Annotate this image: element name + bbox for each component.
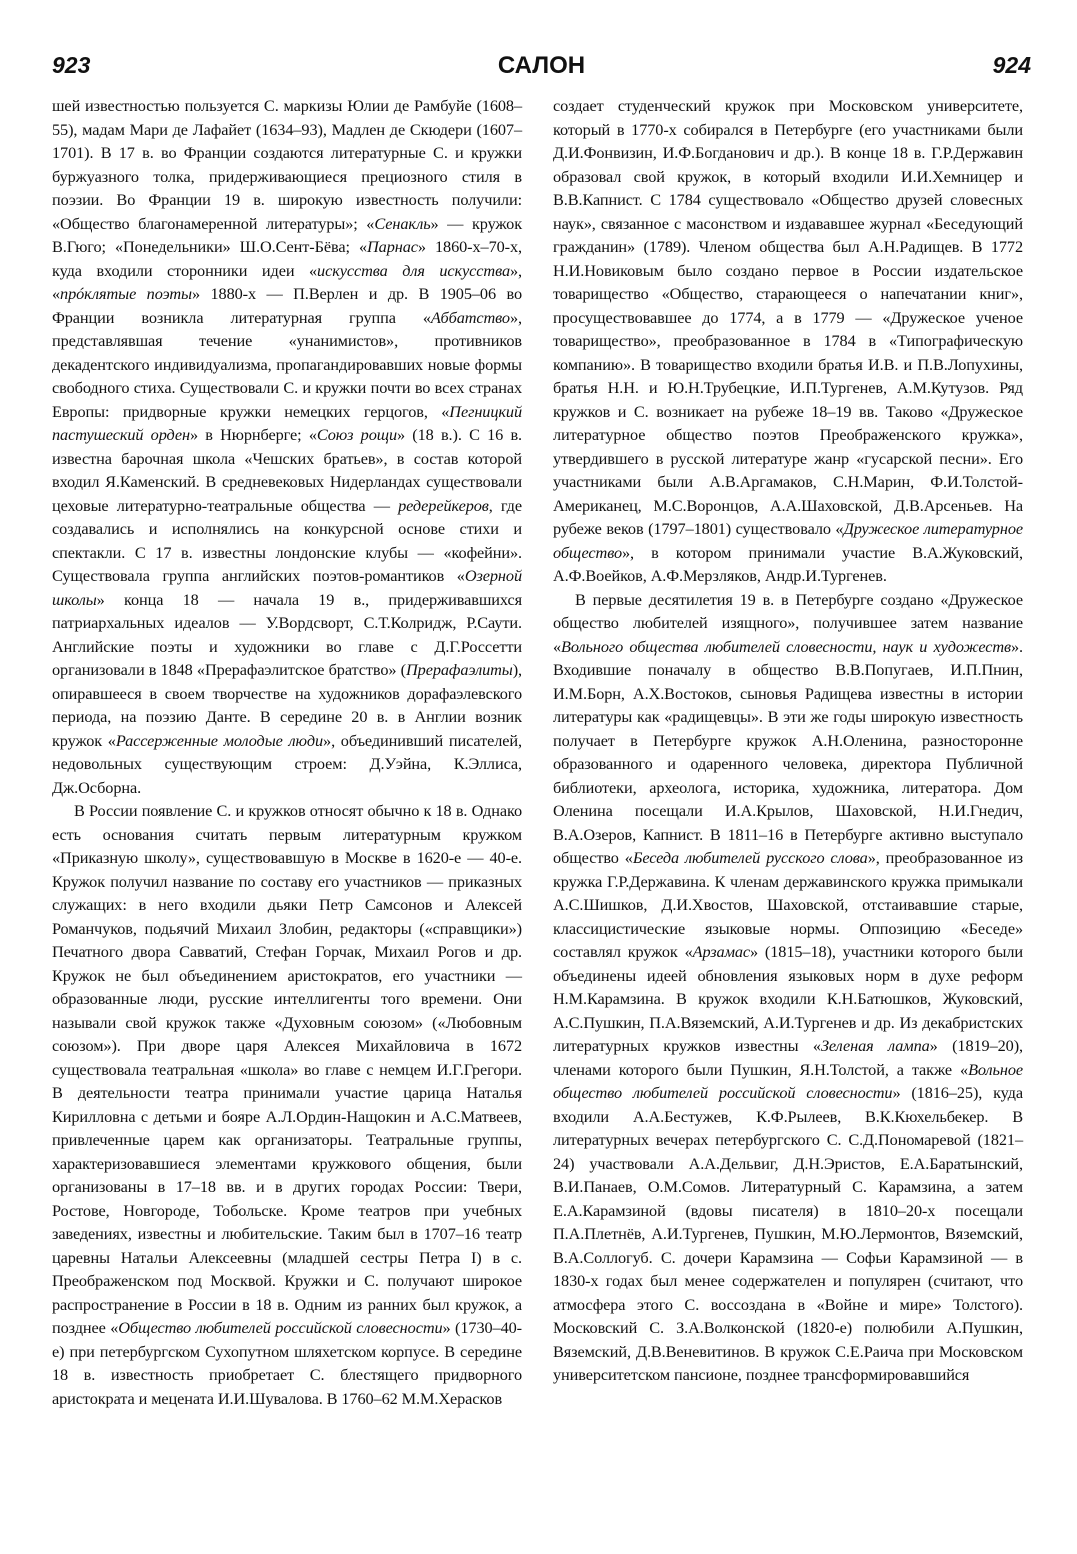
text-column-left: [52, 94, 522, 1410]
paragraph: В первые десятилетия 19 в. в Петербурге создано «Дружеское общество любителей изящного», получившее затем название «Вольного общества любителей словесности, наук и художеств». Входившие поначалу в общество В.В.Попугаев, И.П.Пнин, И.М.Борн, А.Х.Востоков, сыновья Радищева известны в истории литературы как «радищевцы». В эти же годы широкую известность получает в Петербурге кружок А.Н.Оленина, разносторонне образованного и одаренного человека, директора Публичной библиотеки, археолога, историка, художника, литератора. Дом Оленина посещали И.А.Крылов, Шаховской, Н.И.Гнедич, В.А.Озеров, Капнист. В 1811–16 в Петербурге активно выступало общество «Беседа любителей русского слова», преобразованное из кружка Г.Р.Державина. К членам державинского кружка примыкали А.С.Шишков, Д.И.Хвостов, Шаховской, отстаивавшие старые, классицистические языковые нормы. Оппозицию «Беседе» составлял кружок «Арзамас» (1815–18), участники которого были объединены идеей обновления языковых норм в духе реформ Н.М.Карамзина. В кружок входили К.Н.Батюшков, Жуковский, А.С.Пушкин, П.А.Вяземский, А.И.Тургенев и др. Из декабристских литературных кружков известны «Зеленая лампа» (1819–20), членами которого были Пушкин, Я.Н.Толстой, а также «Вольное общество любителей российской словесности» (1816–25), куда входили А.А.Бестужев, К.Ф.Рылеев, В.К.Кюхельбекер. В литературных вечерах петербургского С. С.Д.Пономаревой (1821–24) участвовали А.А.Дельвиг, Д.Н.Эристов, Е.А.Баратынский, В.И.Панаев, О.М.Сомов. Литературный С. Карамзина, а затем Е.А.Карамзиной (вдовы писателя) в 1810–20-х посещали П.А.Плетнёв, А.И.Тургенев, Пушкин, М.Ю.Лермонтов, Вяземский, В.А.Соллогуб. С. дочери Карамзина — Софьи Карамзиной — в 1830-х годах был менее содержателен и популярен (считают, что атмосфера этого С. воссоздана в «Войне и мире» Толстого). Московский С. З.А.Волконской (1820-е) полюбили А.Пушкин, Вяземский, Д.В.Веневитинов. В кружок С.Е.Раича при Московском университетском пансионе, позднее трансформировавшийся: [553, 589, 1024, 1384]
text-column-right: [553, 94, 1023, 1387]
paragraph: В России появление С. и кружков относят обычно к 18 в. Однако есть основания считать первым литературным кружком «Приказную школу», существовавшую в Москве в 1620-е — 40-е. Кружок получил название по составу его участников — приказных служащих: в него входили дьяки Петр Самсонов и Алексей Романчуков, подьячий Михаил Злобин, редакторы («справщики») Печатного двора Савватий, Стефан Горчак, Михаил Рогов и др. Кружок не был объединением аристократов, его участники — образованные люди, русские интеллигенты того времени. Они называли свой кружок также «Духовным союзом» («Любовным союзом»). При дворе царя Алексея Михайловича в 1672 существовала театральная «школа» во главе с немцем И.Г.Грегори. В деятельности театра принимали участие царица Наталья Кирилловна с детьми и бояре А.Л.Ордин-Нащокин и А.С.Матвеев, привлеченные царем как организаторы. Театральные группы, характеризовавшиеся элементами кружкового общения, были организованы в 17–18 вв. и в других городах России: Твери, Ростове, Новгороде, Тобольске. Кроме театров при учебных заведениях, известны и любительские. Таким был в 1707–16 театр царевны Натальи Алексеевны (младшей сестры Петра I) в с. Преображенском под Москвой. Кружки и С. получают широкое распространение в России в 18 в. Одним из ранних был кружок, а позднее «Общество любителей российской словесности» (1730–40-е) при петербургском Сухопутном шляхетском корпусе. В середине 18 в. известность приобретает С. блестящего придворного аристократа и мецената И.И.Шувалова. В 1760–62 М.М.Херасков: [52, 801, 522, 1408]
paragraph: шей известностью пользуется С. маркизы Юлии де Рамбуйе (1608–55), мадам Мари де Лафайет (1634–93), Мадлен де Скюдери (1607–1701). В 17 в. во Франции создаются литературные С. и кружки буржуазного толка, придерживающиеся прециозного стиля в поэзии. Во Франции 19 в. широкую известность получили: «Общество благонамеренной литературы»; «Сенакль» — кружок В.Гюго; «Понедельники» Ш.О.Сент-Бёва; «Парнас» 1860-х–70-х, куда входили сторонники идеи «искусства для искусства», «прóклятые поэты» 1880-х — П.Верлен и др. В 1905–06 во Франции возникла литературная группа «Аббатство», представлявшая течение «унанимистов», противников декадентского индивидуализма, пропагандировавших новые формы свободного стиха. Существовали С. и кружки почти во всех странах Европы: придворные кружки немецких герцогов, «Пегницкий пастушеский орден» в Нюрнберге; «Союз рощи» (18 в.). С 16 в. известна барочная школа «Чешских братьев», в состав которой входил Я.Каменский. В средневековых Нидерландах существовали цеховые литературно-театральные общества — редерейкеров, где создавались и исполнялись на конкурсной основе стихи и спектакли. С 17 в. известны лондонские клубы — «кофейни». Существовала группа английских поэтов-романтиков «Озерной школы» конца 18 — начала 19 в., придерживавшихся патриархальных идеалов — У.Вордсворт, С.Т.Колридж, Р.Саути. Английские поэты и художники во главе с Д.Г.Россетти организовали в 1848 «Прерафаэлитское братство» (Прерафаэлиты), опиравшееся в своем творчестве на художников дорафаэлевского периода, на поэзию Данте. В середине 20 в. в Англии возник кружок «Рассерженные молодые люди», объединивший писателей, недовольных существующим строем: Д.Уэйна, К.Эллиса, Дж.Осборна.: [52, 96, 523, 797]
paragraph: создает студенческий кружок при Московском университете, который в 1770-х собирался в Петербурге (его участниками были Д.И.Фонвизин, И.Ф.Богданович и др.). В конце 18 в. Г.Р.Державин образовал свой кружок, в который входили И.И.Хемницер и В.В.Капнист. С 1784 существовало «Общество друзей словесных наук», связанное с масонством и издававшее журнал «Беседующий гражданин» (1789). Членом общества был А.Н.Радищев. В 1772 Н.И.Новиковым было создано первое в России издательское товарищество «Общество, старающееся о напечатании книг», просуществовавшее до 1774, а в 1779 — «Дружеское ученое товарищество», преобразованное в 1784 в «Типографическую компанию». В товарищество входили братья И.В. и П.В.Лопухины, братья Н.Н. и Ю.Н.Трубецкие, И.П.Тургенев, А.М.Кутузов. Ряд кружков и С. возникает на рубеже 18–19 вв. Таково «Дружеское литературное общество поэтов Преображенского кружка», утвердившего в русской литературе жанр «гусарской песни». Его участниками были А.В.Аргамаков, С.Н.Марин, Ф.И.Толстой-Американец, М.С.Воронцов, А.А.Шаховской, Д.В.Арсеньев. На рубеже веков (1797–1801) существовало «Дружеское литературное общество», в котором принимали участие В.А.Жуковский, А.Ф.Воейков, А.Ф.Мерзляков, Андр.И.Тургенев.: [553, 96, 1023, 585]
page-number-left: 923: [52, 52, 91, 78]
page-header: [52, 52, 1031, 88]
running-title: САЛОН: [497, 52, 586, 79]
page-number-right: 924: [992, 52, 1031, 78]
